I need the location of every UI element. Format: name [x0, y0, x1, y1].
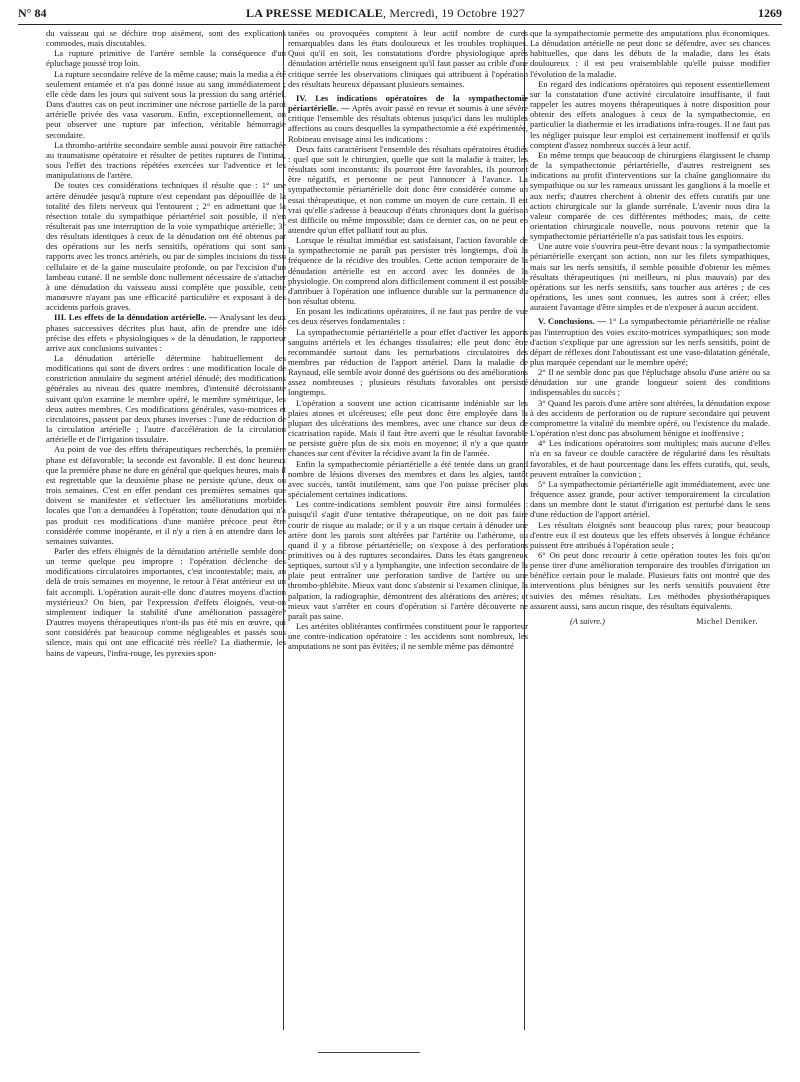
author-name: Michel Deniker.: [696, 616, 758, 626]
paragraph: La rupture secondaire relève de la même cause; mais la media a été seulement entamée et n'a pas donné issue au sang immédiatement ; elle cède dans les jours qui suivent sous la pression du sang artériel. Dans d'autres cas on peut incriminer une nécrose partielle de la paroi artérielle privée des vasa vasorum. Enfin, exceptionnellement, on peut observer une rupture par infection, véritable hémorragie secondaire.: [46, 68, 286, 140]
paragraph: Les résultats éloignés sont beaucoup plus rares; pour beaucoup d'entre eux il est douteux que les effets observés à longue échéance puissent être attribués à l'opération seule ;: [530, 519, 770, 550]
paragraph: tanées ou provoquées comptent à leur actif nombre de cures remarquables dans les états douloureux et les troubles trophiques. Quoi qu'il en soit, les constatations d'ordre physiologique après dénudation artérielle nous enseignent qu'il faut passer au crible d'une critique serrée les observations cliniques qui attribuent à l'opération des résultats heureux dépassant plusieurs semaines.: [288, 28, 528, 89]
paragraph: En regard des indications opératoires qui reposent essentiellement sur la constatation d'une activité circulatoire insuffisante, il faut rappeler les autres moyens thérapeutiques à notre disposition pour obtenir des effets analogues à ceux de la sympathectomie, en particulier la diathermie et les irradiations infra-rouges. Il ne faut pas les négliger puisque leur emploi est certainement inoffensif et qu'ils comptent d'assez nombreux succès à leur actif.: [530, 78, 770, 150]
paragraph: La sympathectomie périartérielle a pour effet d'activer les apports sanguins artériels et les échanges tissulaires; elle peut donc être recommandée surtout dans les perturbations circulatoires des membres par réduction de l'apport artériel. Dans la maladie de Raynaud, elle semble avoir donné des guérisons ou des améliorations assez nombreuses ; plusieurs résultats favorables ont persisté longtemps.: [288, 326, 528, 398]
paragraph: Au point de vue des effets thérapeutiques recherchés, la première phase est défavorable; la seconde est favorable. Il est donc heureux que la première phase ne dure en général que quelques heures, mais il est regrettable que la deuxième phase ne persiste qu'une, deux ou trois semaines. C'est en effet pendant ces premières semaines que doivent se manifester et s'effectuer les améliorations morbides locales que l'on a demandées à l'opération; toute dénudation qui n'a pas produit ces modifications d'une manière précoce peut être considérée comme inopérante, et il n'y a rien à en attendre dans les semaines suivantes.: [46, 444, 286, 546]
section-IV-paragraph: [288, 93, 528, 144]
paragraph: Deux faits caractérisent l'ensemble des résultats opératoires étudiés : quel que soit le chirurgien, quelle que soit la maladie à traiter, les résultats sont inconstants: ils pourront être favorables, ils pourront être négatifs, et personne ne peut l'annoncer à l'avance. La sympathectomie périartérielle doit donc être considérée comme un essai thérapeutique, et non comme un moyen de cure certain. Il est vrai qu'elle s'adresse à beaucoup d'états chroniques dont la guérison est difficile ou même impossible; dans ce dernier cas, on ne peut en attendre qu'un effet palliatif tout au plus.: [288, 143, 528, 235]
to-be-continued: (A suivre.): [570, 616, 605, 626]
journal-name: LA PRESSE MEDICALE: [246, 6, 383, 20]
journal-title: [246, 6, 525, 21]
section-text: Après avoir passé en revue et soumis à une sévère critique l'ensemble des résultats obtenus jusqu'ici dans les multiples affections au cours desquelles la sympathectomie a été expérimentée, Robineau envisage ainsi les indications :: [288, 103, 528, 144]
footer-rule: [318, 1052, 420, 1053]
paragraph: Parler des effets éloignés de la dénudation artérielle semble donc un terme quelque peu impropre : l'opération déclenche des modifications circulatoires importantes, c'est incontestable; mais, au delà de trois semaines en moyenne, le retour à l'état antérieur est un fait accompli. L'opération aurait-elle donc d'autres moyens d'action mystérieux? On bien, par l'expression d'effets éloignés, veut-on simplement indiquer la stabilité d'une amélioration passagère? D'autres moyens thérapeutiques n'ont-ils pas été mis en œuvre, qui sont considérés par beaucoup comme négligeables et passés sous silence, mais qui ont une efficacité très réelle? La diathermie, les bains de vapeurs, l'infra-rouge, les pyrexies spon-: [46, 545, 286, 658]
paragraph: La thrombo-artérite secondaire semble aussi pouvoir être rattachée au traumatisme opératoire et résulter de petites ruptures de l'intima, sous l'effet des tractions répétées exercées sur l'adventice et les manipulations de l'artère.: [46, 139, 286, 181]
paragraph: La rupture primitive de l'artère semble la conséquence d'un éplucbage poussé trop loin.: [46, 48, 286, 69]
section-heading: V. Conclusions. —: [538, 316, 606, 327]
paragraph: De toutes ces considérations techniques il résulte que : 1° une artère dénudée jusqu'à rupture n'est cependant pas dépouillée de la totalité des filets nerveux qui l'entourent ; 2° en admettant que la résection totale du sympathique périartériel soit possible, il n'en résulterait pas une interruption de la voie sympathique artérielle; 3° des résultats identiques à ceux de la dénudation ont été obtenus par des opérations sur les nerfs sensitifs, opérations qui sont sans rapports avec les troncs artériels, ou par de simples incisions du tissu cellulaire et de la gaine musculaire profonde, ou par l'excision d'un lambeau cutané. Il ne semble donc nullement nécessaire de s'attacher à une dénudation du vaisseau aussi complète que possible, cette manœuvre n'ayant pas une efficacité particulière et exposant à des accidents parfois graves.: [46, 180, 286, 313]
page-header: [18, 0, 782, 24]
paragraph: 4° Les indications opératoires sont multiples; mais aucune d'elles n'a en sa faveur ce double caractère de régularité dans les résultats favorables, et de haut pourcentage dans les effets curatifs, qui, seuls, peuvent entraîner la conviction ;: [530, 438, 770, 479]
section-III-paragraph: [46, 312, 286, 353]
section-heading: IV. Les indications opératoires de la sympathectomie périartérielle. —: [288, 92, 528, 114]
paragraph: L'opération a souvent une action cicatrisante indéniable sur les plaies atones et ulcéreuses; elle peut donc être employée dans la plupart des ulcérations des membres, avec une chance sur deux de cicatrisation rapide. Mais il faut être averti que le résultat favorable ne persiste guère plus de six mois en moyenne; il n'y a que quatre chances sur cent d'éviter la récidive avant la fin de l'année.: [288, 397, 528, 459]
page-number: 1269: [758, 6, 782, 20]
paragraph: 3° Quand les parois d'une artère sont altérées, la dénudation expose à des accidents de perforation ou de rupture secondaire qui peuvent compromettre la vitalité du membre opéré, ou l'existence du malade. L'opération n'est donc pas absolument bénigne et inoffensive ;: [530, 397, 770, 439]
paragraph: 6° On peut donc recourir à cette opération toutes les fois qu'on pense tirer d'une amélioration temporaire des troubles d'irrigation un bénéfice certain pour le malade. Plusieurs faits ont montré que des interventions plus bénignes sur les nerfs sensitifs pouvaient être suivies des mêmes résultats. Les méthodes physiothérapiques assurent aussi, sans aucun risque, des résultats équivalents.: [530, 549, 770, 611]
paragraph: Les contre-indications semblent pouvoir être ainsi formulées : puisqu'il s'agit d'une tentative thérapeutique, on ne doit pas faire courir de risque au malade; or il y a un risque certain à dénuder une artère dont les parois sont altérées par l'artérite ou l'athérome, ou quand il y a fibrose périartérielle; on s'expose à des perforations primitives ou à des ruptures secondaires. Dans les états gangreneux septiques, surtout s'il y a lymphangite, une infection secondaire de la plaie peut entraîner une perforation tardive de l'artère ou une thrombo-phlébite. Mieux vaut donc s'abstenir si l'examen clinique, la palpation, la radiographie, démontrent des altérations des artères; et mieux vaut s'arrêter en cours d'opération si l'artère découverte ne paraît pas saine.: [288, 499, 528, 621]
column-right: [530, 28, 770, 627]
section-text: Analysant les deux phases successives décrites plus haut, afin de prendre une idée précise des effets « physiologiques » de la dénudation, le rapporteur arrive aux conclusions suivantes :: [46, 312, 286, 353]
section-heading: III. Les effets de la dénudation artérielle. —: [54, 312, 218, 323]
paragraph: En même temps que beaucoup de chirurgiens élargissent le champ de la sympathectomie périartérielle, d'autres restreignent ses indications au profit d'interventions sur la chaîne ganglionnaire du sympathique ou sur les rameaux unissant les ganglions à la moelle et aux nerfs; d'autres cherchent à obtenir des effets curatifs par une action chirurgicale sur la glande surrénale. L'avenir nous dira la valeur comparée de ces différentes méthodes; mais, de cette orientation chirurgicale nouvelle, nous pouvons retenir que la sympathectomie périartérielle n'a pas satisfait tous les espoirs.: [530, 149, 770, 242]
paragraph: 2° Il ne semble donc pas que l'épluchage absolu d'une artère ou sa dénudation sur une grande longueur soient des conditions indispensables du succès ;: [530, 367, 770, 398]
paragraph: Les artérites oblitérantes confirmées constituent pour le rapporteur une contre-indication opératoire : les accidents sont nombreux, les amputations ne sont pas évitées; il ne semble même pas démontré: [288, 621, 528, 652]
section-text: 1° La sympathectomie périartérielle ne réalise pas l'interruption des voies excito-motrices sympathiques; son mode d'action s'explique par une agression sur les nerfs sensitifs, point de départ de réflexes dont l'aboutissant est une vaso-dilatation générale, plus marquée cependant sur le membre opéré;: [530, 316, 771, 367]
issue-number: N° 84: [18, 6, 47, 20]
paragraph: Enfin la sympathectomie périartérielle a été tentée dans un grand nombre de lésions diverses des membres et dans les algies, tantôt avec succès, tantôt inutilement, sans que l'on puisse préciser plus spécialement certaines indications.: [288, 458, 528, 500]
header-rule: [18, 24, 782, 25]
column-left: [46, 28, 286, 658]
paragraph: La dénudation artérielle détermine habituellement des modifications qui sont de divers ordres : une modification locale de constriction annulaire du segment artériel dénudé; des modifications générales au niveau des quatre membres, d'intensité décroissante suivant qu'on examine le membre opéré, le membre symétrique, les deux autres membres. Ces modifications générales, vaso-motrices et circulatoires, passent par deux phases inverses : l'une de réduction de la circulation artérielle ; l'autre d'accélération de la circulation artérielle et de l'irrigation tissulaire.: [46, 353, 286, 445]
column-middle: [288, 28, 528, 652]
paragraph: 5° La sympathectomie périartérielle agit immédiatement, avec une fréquence assez grande, pour activer temporairement la circulation dans un membre dont le statut d'irrigation est perturbé dans le sens d'une réduction de l'apport artériel.: [530, 478, 770, 520]
article-signature: [530, 617, 770, 627]
paragraph: Une autre voie s'ouvrira peut-être devant nous : la sympathectomie périartérielle exerçant son action, non sur les filets sympathiques, mais sur les nerfs sensitifs, il semble possible d'obtenir les mêmes résultats thérapeutiques (ni meilleurs, ni plus mauvais) par des opérations sur les nerfs sensitifs, sans toucher aux artères ; de ces opérations, les unes sont connues, les autres sont à créer; elles auraient l'avantage d'être simples et de n'exposer à aucun accident.: [530, 241, 770, 313]
paragraph: Lorsque le résultat immédiat est satisfaisant, l'action favorable de la sympathectomie ne paraît pas persister très longtemps, d'où la fréquence de la récidive des troubles. Cette action temporaire de la dénudation artérielle est en accord avec les données de la physiologie. On comprend alors difficilement comment il est possible d'attribuer à l'opération une influence durable sur la permanence du bon résultat obtenu.: [288, 235, 528, 307]
paragraph: que la sympathectomie permette des amputations plus économiques. La dénudation artérielle ne peut donc se défendre, avec ses chances habituelles, que dans les débuts de la maladie, dans les états douloureux : il est peu vraisemblable qu'elle puisse modifier l'évolution de la maladie.: [530, 28, 770, 79]
paragraph: En posant les indications opératoires, il ne faut pas perdre de vue ces deux réserves fondamentales :: [288, 306, 528, 327]
section-V-paragraph: [530, 316, 770, 367]
paragraph: du vaisseau qui se déchire trop aisément, sont des explications commodes, mais discutables.: [46, 28, 286, 49]
issue-date: , Mercredi, 19 Octobre 1927: [382, 6, 525, 20]
